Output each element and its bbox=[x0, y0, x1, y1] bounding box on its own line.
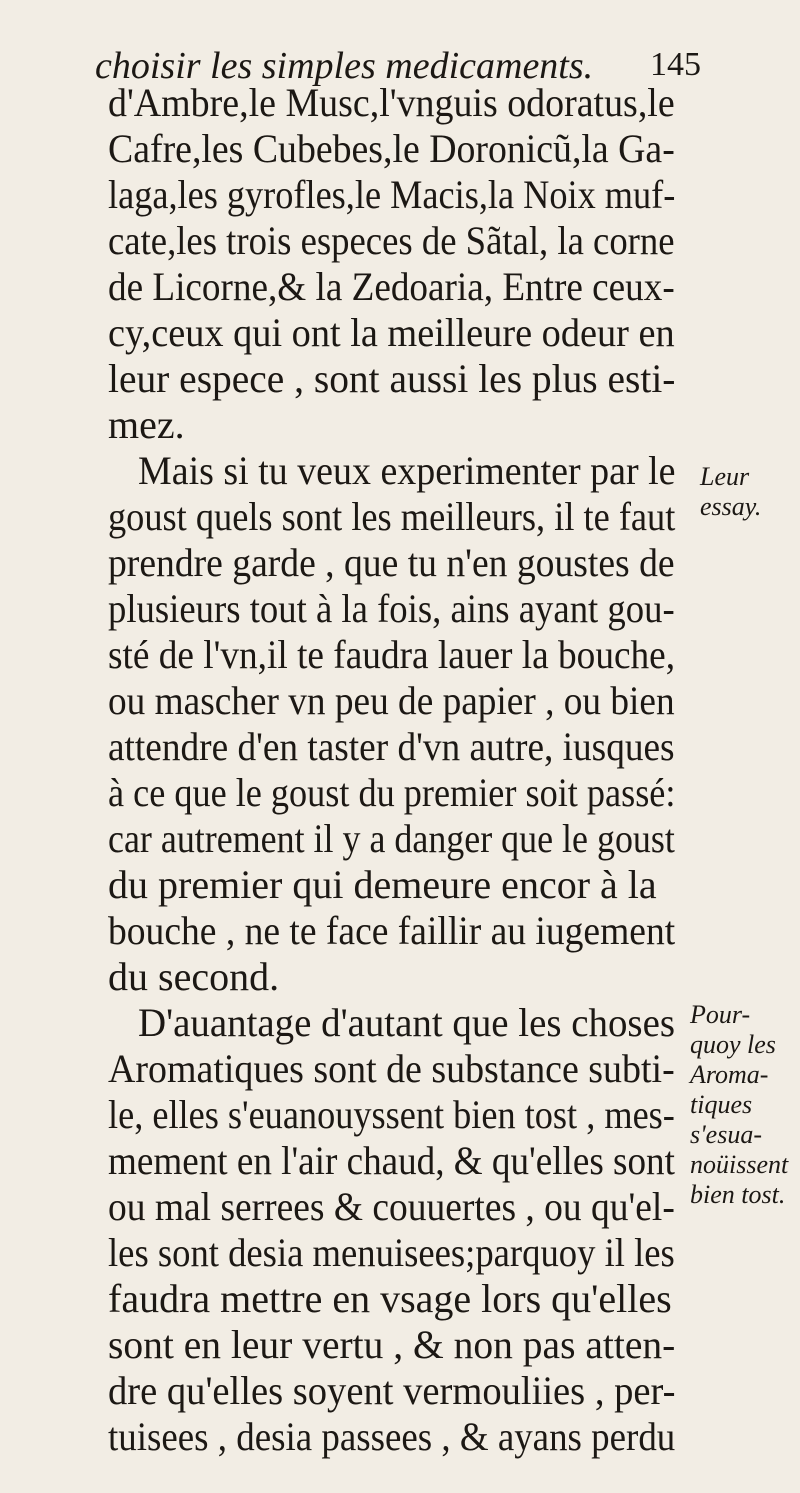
text-line: prendre garde , que tu n'en goustes de bbox=[108, 540, 675, 585]
page-number: 145 bbox=[650, 46, 701, 83]
margin-note-line: s'esua- bbox=[690, 1120, 762, 1149]
margin-note-line: essay. bbox=[700, 492, 762, 521]
text-line: tuisees , desia passees , & ayans perdu bbox=[108, 1414, 676, 1459]
text-line: bouche , ne te face faillir au iugement bbox=[108, 908, 676, 953]
text-line: de Licorne,& la Zedoaria, Entre ceux- bbox=[108, 264, 675, 309]
text-line: Cafre,les Cubebes,le Doronicũ,la Ga- bbox=[108, 126, 675, 171]
margin-note-line: noüissent bbox=[690, 1150, 789, 1179]
text-line: sont en leur vertu , & non pas atten- bbox=[108, 1322, 676, 1367]
margin-note-line: Leur bbox=[700, 462, 750, 491]
text-line: sté de l'vn,il te faudra lauer la bouche, bbox=[108, 632, 676, 677]
text-line: ou mascher vn peu de papier , ou bien bbox=[108, 678, 675, 723]
text-line: Mais si tu veux experimenter par le bbox=[138, 448, 676, 493]
margin-note-aromatiques bbox=[690, 1000, 800, 1210]
margin-note-line: tiques bbox=[690, 1090, 753, 1119]
margin-note-line: quoy les bbox=[690, 1030, 776, 1059]
text-line: faudra mettre en vsage lors qu'elles bbox=[108, 1276, 672, 1321]
text-line: attendre d'en taster d'vn autre, iusques bbox=[108, 724, 675, 769]
text-line: du premier qui demeure encor à la bbox=[108, 862, 657, 907]
text-line: du second. bbox=[108, 954, 280, 999]
margin-note-line: bien tost. bbox=[690, 1180, 786, 1209]
text-line: plusieurs tout à la fois, ains ayant gou- bbox=[108, 586, 675, 631]
text-line: leur espece , sont aussi les plus esti- bbox=[108, 356, 676, 401]
text-line: ou mal serrees & couuertes , ou qu'el- bbox=[108, 1184, 675, 1229]
margin-note-leur-essay bbox=[700, 462, 800, 522]
text-line: cy,ceux qui ont la meilleure odeur en bbox=[108, 310, 675, 355]
text-line: d'Ambre,le Musc,l'vnguis odoratus,le bbox=[108, 80, 675, 125]
text-line: car autrement il y a danger que le goust bbox=[108, 816, 675, 861]
text-line: D'auantage d'autant que les choses bbox=[138, 1000, 675, 1045]
text-line: cate,les trois especes de Sãtal, la corne bbox=[108, 218, 675, 263]
text-line: mement en l'air chaud, & qu'elles sont bbox=[108, 1138, 675, 1183]
text-line: à ce que le goust du premier soit passé: bbox=[108, 770, 676, 815]
margin-note-line: Pour- bbox=[690, 1000, 751, 1029]
running-title: choisir les simples medicaments. bbox=[95, 45, 594, 87]
text-line: Aromatiques sont de substance subti- bbox=[108, 1046, 675, 1091]
text-line: goust quels sont les meilleurs, il te faut bbox=[108, 494, 676, 539]
text-line: mez. bbox=[108, 402, 185, 447]
margin-note-line: Aroma- bbox=[690, 1060, 769, 1089]
text-line: laga,les gyrofles,le Macis,la Noix muf- bbox=[108, 172, 676, 217]
text-line: le, elles s'euanouyssent bien tost , mes- bbox=[108, 1092, 675, 1137]
text-line: dre qu'elles soyent vermouliies , per- bbox=[108, 1368, 676, 1413]
text-line: les sont desia menuisees;parquoy il les bbox=[108, 1230, 675, 1275]
